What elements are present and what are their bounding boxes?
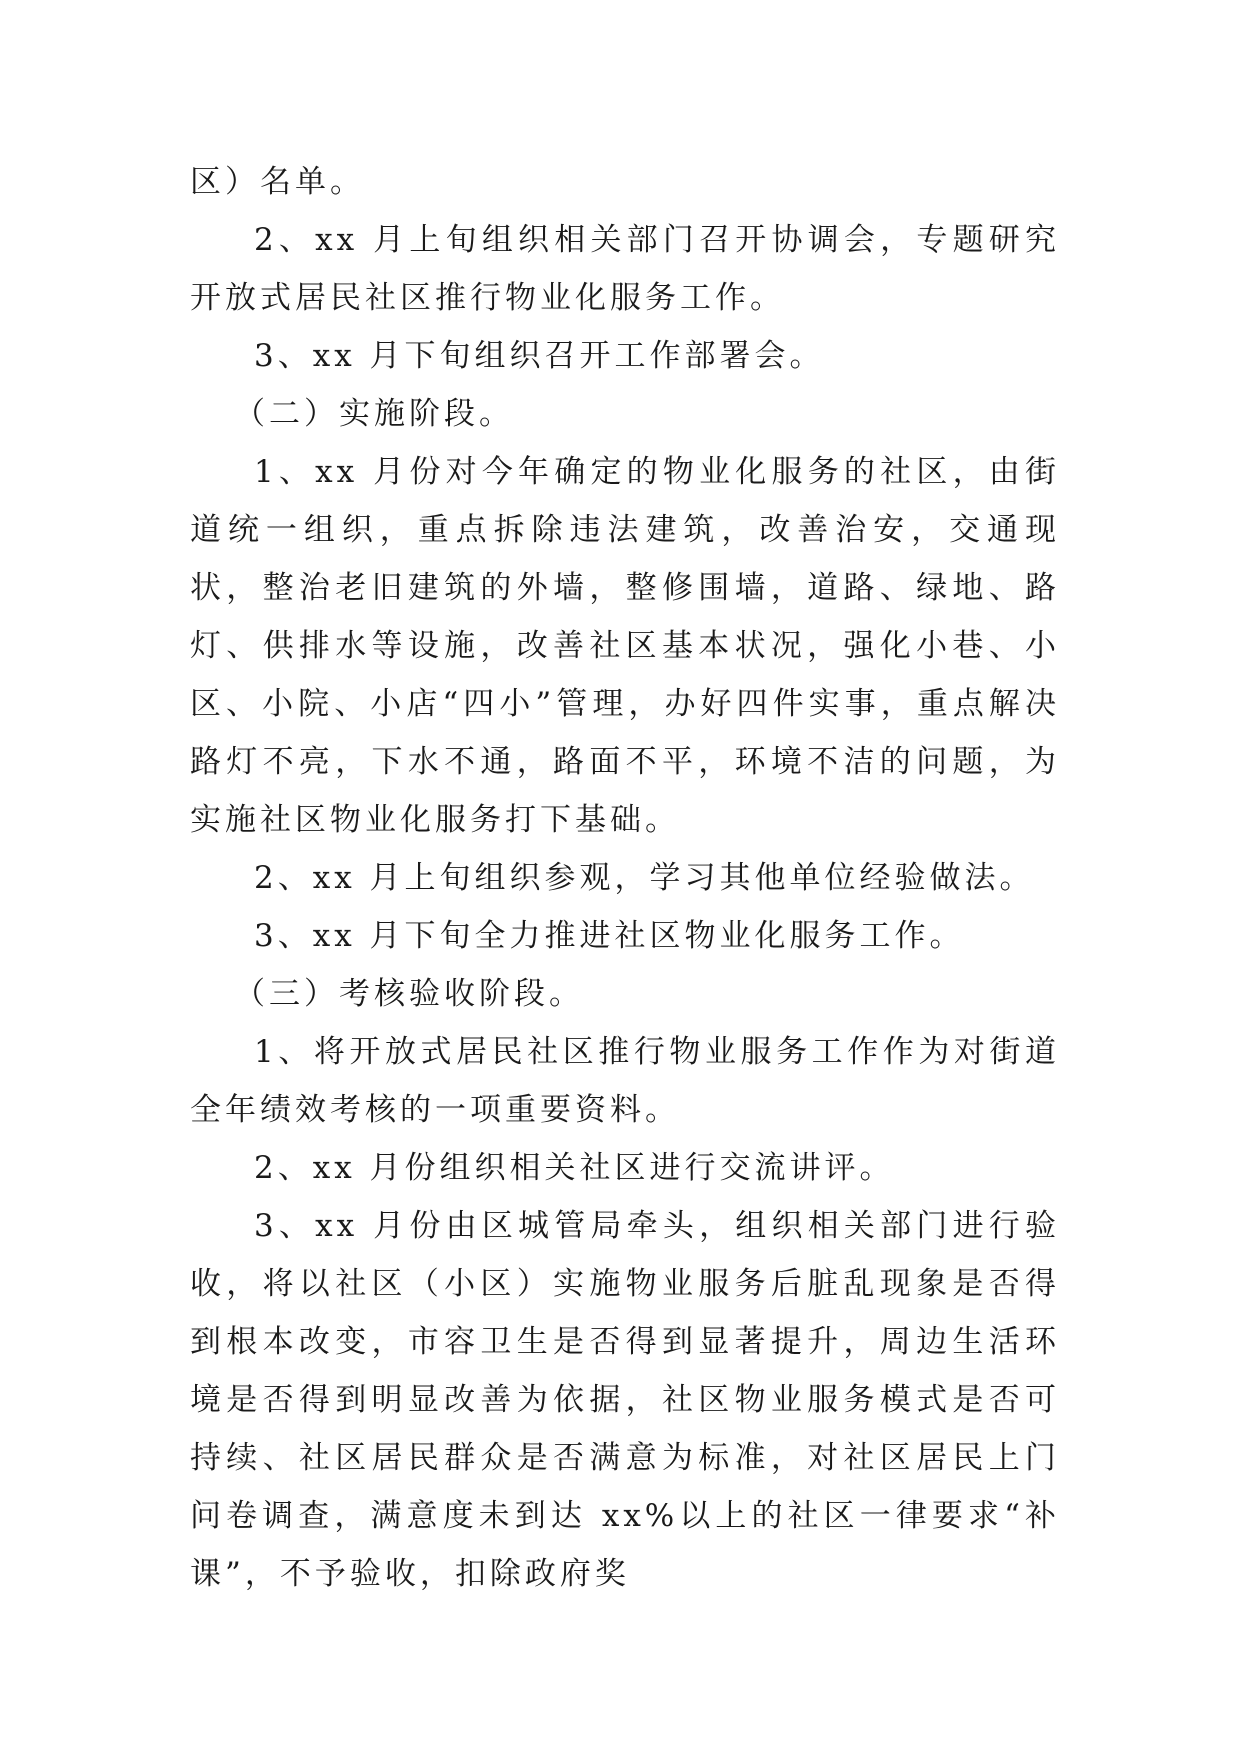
paragraph-item: 3、xx 月下旬全力推进社区物业化服务工作。 — [254, 918, 965, 954]
paragraph-item: 3、xx 月份由区城管局牵头，组织相关部门进行验收，将以社区（小区）实施物业服务后脏乱现象是否得到根本改变，市容卫生是否得到显著提升，周边生活环境是否得到明显改善为依据，社区物业服务模式是否可持续、社区居民群众是否满意为标准，对社区居民上门问卷调查，满意度未到达 xx%以上的社区一律要求“补课”，不予验收，扣除政府奖 — [190, 1208, 1060, 1592]
document-body — [190, 153, 1060, 1603]
paragraph-item: 2、xx 月上旬组织相关部门召开协调会，专题研究开放式居民社区推行物业化服务工作。 — [190, 222, 1060, 316]
paragraph-item: 2、xx 月上旬组织参观，学习其他单位经验做法。 — [254, 860, 1035, 896]
paragraph-item: 1、xx 月份对今年确定的物业化服务的社区，由街道统一组织，重点拆除违法建筑，改善治安，交通现状，整治老旧建筑的外墙，整修围墙，道路、绿地、路灯、供排水等设施，改善社区基本状况，强化小巷、小区、小院、小店“四小”管理，办好四件实事，重点解决路灯不亮，下水不通，路面不平，环境不洁的问题，为实施社区物业化服务打下基础。 — [190, 454, 1060, 838]
paragraph-item: 1、将开放式居民社区推行物业服务工作作为对街道全年绩效考核的一项重要资料。 — [190, 1034, 1060, 1128]
section-heading: （二）实施阶段。 — [234, 396, 514, 432]
paragraph-item: 2、xx 月份组织相关社区进行交流讲评。 — [254, 1150, 895, 1186]
paragraph-continuation: 区）名单。 — [190, 164, 365, 200]
paragraph-item: 3、xx 月下旬组织召开工作部署会。 — [254, 338, 825, 374]
section-heading: （三）考核验收阶段。 — [234, 976, 584, 1012]
